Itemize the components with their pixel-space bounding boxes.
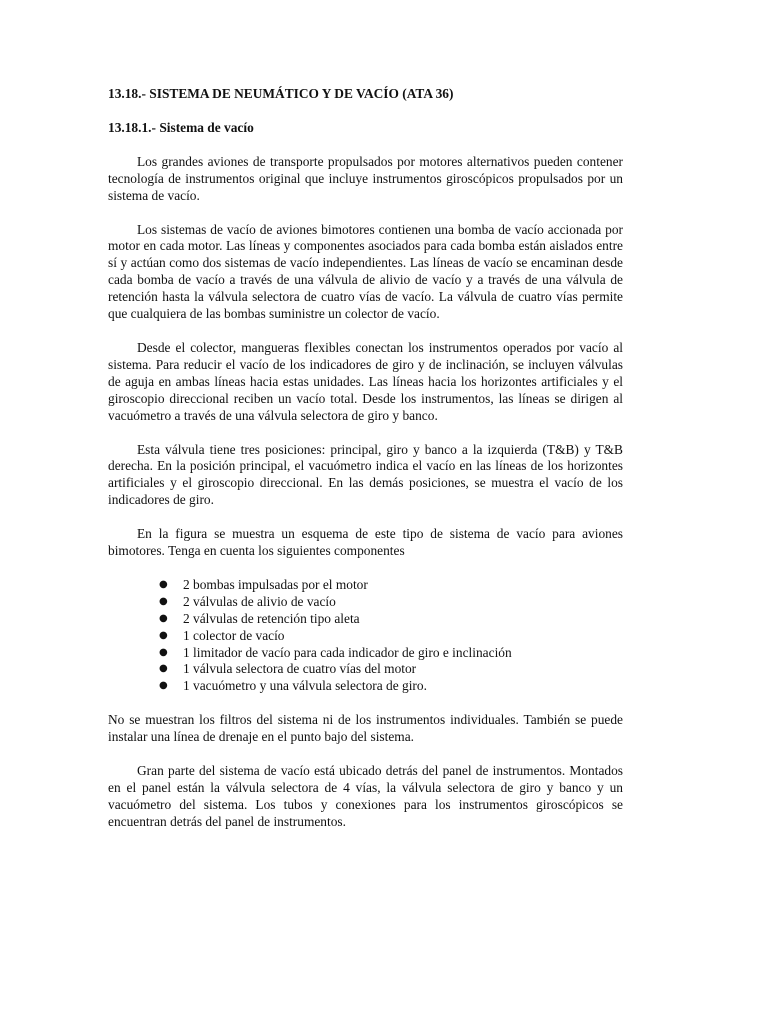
list-item	[108, 577, 623, 594]
list-item	[108, 661, 623, 678]
list-item-text: 1 vacuómetro y una válvula selectora de giro.	[183, 678, 427, 694]
section-title: 13.18.1.- Sistema de vacío	[108, 119, 254, 135]
document-body	[108, 86, 623, 848]
list-item	[108, 678, 623, 695]
list-item-text: 2 válvulas de alivio de vacío	[183, 593, 336, 609]
list-item-text: 2 válvulas de retención tipo aleta	[183, 610, 360, 626]
paragraph-figure-intro: En la figura se muestra un esquema de este tipo de sistema de vacío para aviones bimotores. Tenga en cuenta los siguientes componentes	[108, 526, 623, 559]
paragraph-valve-positions: Esta válvula tiene tres posiciones: principal, giro y banco a la izquierda (T&B) y T&B derecha. En la posición principal, el vacuómetro indica el vacío en las líneas de los horizontes artificiales y el giroscopio direccional. En las demás posiciones, se muestra el vacío de los indicadores de giro.	[108, 441, 623, 508]
bullet-icon: ●	[159, 595, 168, 607]
bullet-icon: ●	[159, 646, 168, 658]
paragraph-filters-note: No se muestran los filtros del sistema ni de los instrumentos individuales. También se puede instalar una línea de drenaje en el punto bajo del sistema.	[108, 712, 623, 745]
paragraph-twin-engine: Los sistemas de vacío de aviones bimotores contienen una bomba de vacío accionada por motor en cada motor. Las líneas y componentes asociados para cada bomba están aislados entre sí y actúan como dos sistemas de vacío independientes. Las líneas de vacío se encaminan desde cada bomba de vacío a través de una válvula de alivio de vacío y a través de una válvula de retención hasta la válvula selectora de cuatro vías de vacío. La válvula de cuatro vías permite que cualquiera de las bombas suministre un colector de vacío.	[108, 221, 623, 322]
list-item	[108, 645, 623, 662]
list-item-text: 1 válvula selectora de cuatro vías del motor	[183, 661, 417, 677]
components-list	[108, 577, 623, 695]
bullet-icon: ●	[159, 663, 168, 675]
bullet-icon: ●	[159, 578, 168, 590]
list-item-text: 1 colector de vacío	[183, 627, 285, 643]
bullet-icon: ●	[159, 629, 168, 641]
list-item-text: 2 bombas impulsadas por el motor	[183, 576, 368, 592]
paragraph-panel: Gran parte del sistema de vacío está ubicado detrás del panel de instrumentos. Montados en el panel están la válvula selectora de 4 vías, la válvula selectora de giro y banco y un vacuómetro del sistema. Los tubos y conexiones para los instrumentos giroscópicos se encuentran detrás del panel de instrumentos.	[108, 763, 623, 829]
list-item	[108, 628, 623, 645]
bullet-icon: ●	[159, 612, 168, 624]
list-item	[108, 611, 623, 628]
list-item	[108, 594, 623, 611]
chapter-title: 13.18.- SISTEMA DE NEUMÁTICO Y DE VACÍO (ATA 36)	[108, 86, 454, 101]
paragraph-intro: Los grandes aviones de transporte propulsados por motores alternativos pueden contener tecnología de instrumentos original que incluye instrumentos giroscópicos propulsados por un sistema de vacío.	[108, 153, 623, 203]
bullet-icon: ●	[159, 680, 168, 692]
list-item-text: 1 limitador de vacío para cada indicador de giro e inclinación	[183, 644, 512, 660]
paragraph-manifold: Desde el colector, mangueras flexibles conectan los instrumentos operados por vacío al sistema. Para reducir el vacío de los indicadores de giro y de inclinación, se incluyen válvulas de aguja en ambas líneas hacia estas unidades. Las líneas hacia los horizontes artificiales y el giroscopio direccional reciben un vacío total. Desde los instrumentos, las líneas se dirigen al vacuómetro a través de una válvula selectora de giro y banco.	[108, 339, 623, 423]
